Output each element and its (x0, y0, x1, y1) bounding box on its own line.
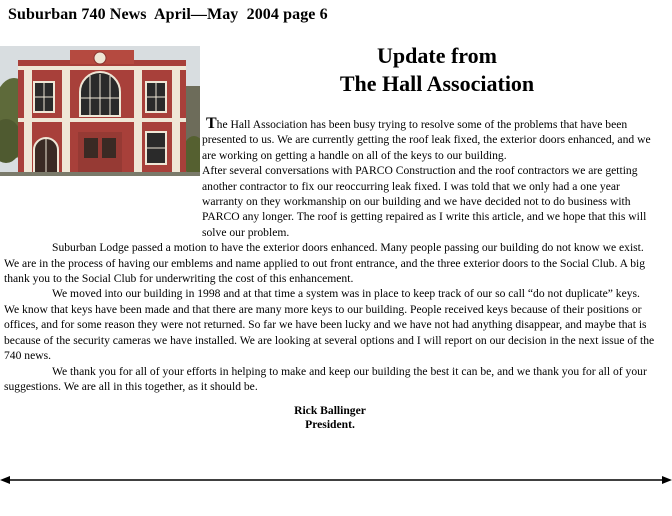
signature-name: Rick Ballinger (294, 404, 366, 417)
paragraph-5: We thank you for all of your efforts in helping to make and keep our building the best it can be, and we thank you for all of your suggestions. We are all in this together, as it should be. (4, 364, 647, 393)
signature-role: President. (305, 418, 355, 431)
paragraph-4: We moved into our building in 1998 and at that time a system was in place to keep track of our so call “do not duplicate” keys. We know that keys have been made and that there are many more keys to our building. People received keys because of their positions or offices, and for some reason they were not returned. So far we have been lucky and we have not had anything disappear, and maybe that is because of the security cameras we have installed. We are looking at several options and I will report on our decision in the next issue of the 740 news. (4, 287, 655, 363)
title-line-2: The Hall Association (339, 71, 535, 96)
drop-cap: T (206, 115, 217, 132)
paragraph-2: After several conversations with PARCO Construction and the roof contractors we are getting another contractor to fix our reoccurring leak fixed. I was told that we only had a one year warranty on they workmanship on our building and we have decided not to do business with PARCO any longer. The roof is getting repaired as I write this article, and we hope that this will solve our problem. (202, 164, 647, 239)
double-arrow-divider (0, 472, 672, 488)
signature-block (0, 404, 660, 432)
paragraph-3: Suburban Lodge passed a motion to have the exterior doors enhanced. Many people passing our building do not know we exist. We are in the process of having our emblems and name applied to out front entrance, and the three exterior doors to the Social Club. A big thank you to the Social Club for underwriting the cost of this enhancement. (4, 241, 646, 286)
article-title (290, 42, 584, 98)
paragraph-1-text: he Hall Association has been busy trying to resolve some of the problems that have been presented to us. We are currently getting the roof leak fixed, the exterior doors enhanced, and we are working on getting a handle on all of the keys to our building. (202, 118, 651, 162)
article-body (4, 116, 656, 394)
page-header: Suburban 740 News April—May 2004 page 6 (8, 6, 328, 23)
photo-wrap-spacer (4, 116, 202, 178)
title-line-1: Update from (377, 43, 497, 68)
